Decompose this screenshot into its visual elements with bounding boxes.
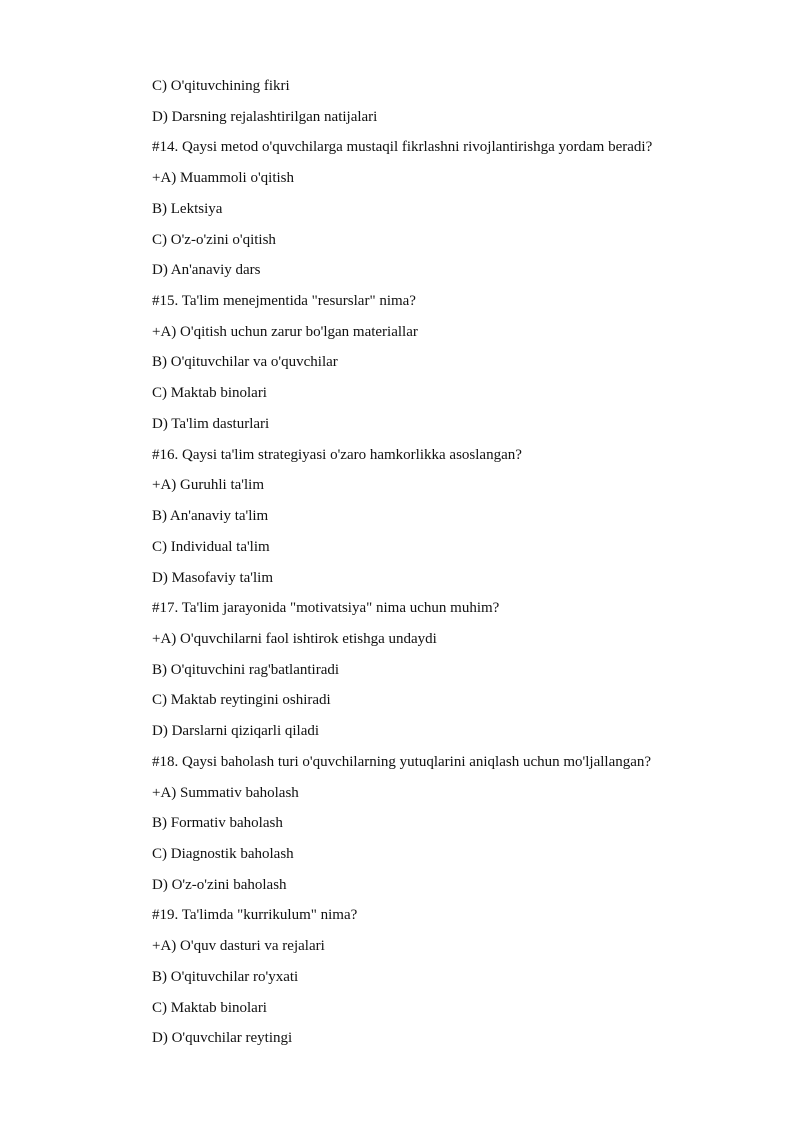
text-line: B) An'anaviy ta'lim — [152, 508, 269, 525]
question-line: #15. Ta'lim menejmentida "resurslar" nima? — [152, 293, 416, 310]
text-line: C) O'z-o'zini o'qitish — [152, 231, 276, 248]
text-line: +A) O'qitish uchun zarur bo'lgan materiallar — [152, 323, 418, 340]
text-line: D) O'z-o'zini baholash — [152, 876, 287, 893]
text-line: +A) O'quv dasturi va rejalari — [152, 938, 325, 955]
text-line: B) O'qituvchilar va o'quvchilar — [152, 354, 338, 371]
text-line: C) Maktab binolari — [152, 999, 267, 1016]
text-line: B) Lektsiya — [152, 200, 223, 217]
text-line: C) Diagnostik baholash — [152, 845, 294, 862]
question-line: #18. Qaysi baholash turi o'quvchilarning yutuqlarini aniqlash uchun mo'ljallangan? — [152, 753, 652, 770]
question-line: #17. Ta'lim jarayonida "motivatsiya" nima uchun muhim? — [152, 600, 500, 617]
text-lines — [152, 75, 772, 1058]
text-line: D) Ta'lim dasturlari — [152, 415, 270, 432]
text-line: C) Maktab reytingini oshiradi — [152, 692, 331, 709]
text-line: C) O'qituvchining fikri — [152, 78, 290, 94]
text-line: C) Maktab binolari — [152, 385, 267, 402]
question-line: #14. Qaysi metod o'quvchilarga mustaqil fikrlashni rivojlantirishga yordam beradi? — [152, 139, 653, 156]
text-line: +A) Guruhli ta'lim — [152, 477, 264, 494]
text-line: B) O'qituvchini rag'batlantiradi — [152, 661, 340, 678]
text-line: +A) O'quvchilarni faol ishtirok etishga undaydi — [152, 630, 437, 647]
text-line: D) Darsning rejalashtirilgan natijalari — [152, 108, 378, 125]
question-line: #19. Ta'limda "kurrikulum" nima? — [152, 907, 358, 924]
text-line: +A) Muammoli o'qitish — [152, 170, 294, 187]
text-line: B) Formativ baholash — [152, 815, 283, 832]
text-line: B) O'qituvchilar ro'yxati — [152, 968, 299, 985]
text-line: D) Masofaviy ta'lim — [152, 569, 274, 586]
text-line: D) O'quvchilar reytingi — [152, 1030, 293, 1047]
text-line: +A) Summativ baholash — [152, 784, 299, 801]
question-line: #16. Qaysi ta'lim strategiyasi o'zaro hamkorlikka asoslangan? — [152, 446, 522, 463]
text-line: D) Darslarni qiziqarli qiladi — [152, 723, 320, 740]
text-line: C) Individual ta'lim — [152, 538, 270, 555]
text-line: D) An'anaviy dars — [152, 262, 261, 279]
